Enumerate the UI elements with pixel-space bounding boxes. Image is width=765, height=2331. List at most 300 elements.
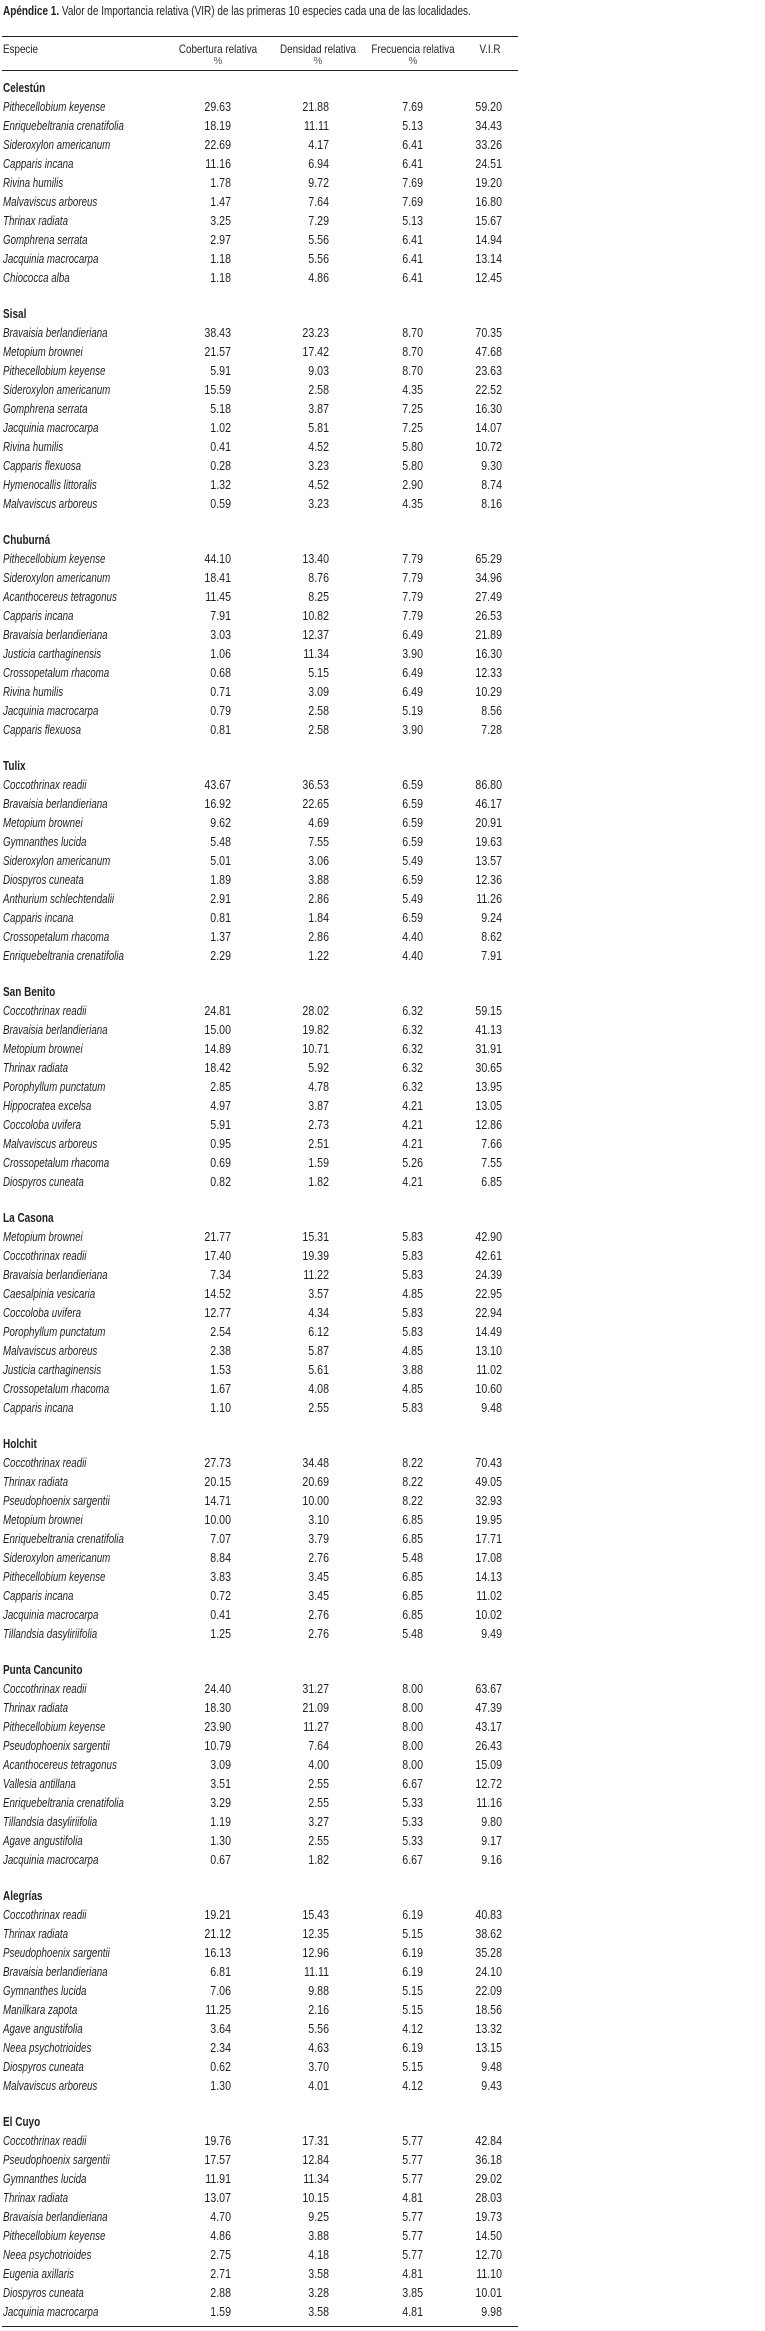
- densidad-value: 3.45: [308, 1570, 329, 1584]
- densidad-value: 3.57: [308, 1287, 329, 1301]
- vir-value: 12.86: [475, 1118, 502, 1132]
- vir-value: 12.33: [475, 666, 502, 680]
- table-row: [2, 1454, 518, 1473]
- densidad-value: 15.31: [302, 1230, 329, 1244]
- densidad-value: 3.58: [308, 2305, 329, 2319]
- frecuencia-value: 7.79: [402, 571, 423, 585]
- cobertura-value: 2.38: [210, 1344, 231, 1358]
- frecuencia-value: 3.88: [402, 1363, 423, 1377]
- cobertura-value: 19.76: [204, 2134, 231, 2148]
- cobertura-value: 12.77: [204, 1306, 231, 1320]
- frecuencia-value: 7.69: [402, 195, 423, 209]
- vir-value: 22.95: [475, 1287, 502, 1301]
- densidad-value: 3.09: [308, 685, 329, 699]
- vir-value: 19.63: [475, 835, 502, 849]
- species-name: Coccoloba uvifera: [3, 1118, 82, 1132]
- frecuencia-value: 5.80: [402, 440, 423, 454]
- species-name: Diospyros cuneata: [3, 873, 84, 887]
- species-name: Enriquebeltrania crenatifolia: [3, 1532, 124, 1546]
- species-name: Pseudophoenix sargentii: [3, 1494, 110, 1508]
- cobertura-value: 0.59: [210, 497, 231, 511]
- densidad-value: 4.63: [308, 2041, 329, 2055]
- frecuencia-value: 4.35: [402, 383, 423, 397]
- header-frecuencia: [360, 42, 466, 67]
- densidad-value: 10.82: [302, 609, 329, 623]
- table-row: [2, 1587, 518, 1606]
- vir-value: 11.16: [476, 1796, 502, 1810]
- cobertura-value: 3.03: [210, 628, 231, 642]
- species-name: Sideroxylon americanum: [3, 138, 111, 152]
- species-name: Thrinax radiata: [3, 2191, 69, 2205]
- species-name: Coccothrinax readii: [3, 1004, 87, 1018]
- locality-section: [2, 1887, 518, 2096]
- table-row: [2, 2020, 518, 2039]
- table-row: [2, 193, 518, 212]
- table-row: [2, 1154, 518, 1173]
- vir-value: 29.02: [475, 2172, 502, 2186]
- frecuencia-value: 4.81: [402, 2267, 423, 2281]
- locality-heading-row: [2, 531, 518, 550]
- densidad-value: 3.88: [308, 873, 329, 887]
- densidad-value: 3.79: [308, 1532, 329, 1546]
- cobertura-value: 1.89: [210, 873, 231, 887]
- frecuencia-value: 7.79: [402, 590, 423, 604]
- table-row: [2, 1718, 518, 1737]
- frecuencia-value: 4.21: [402, 1118, 423, 1132]
- vir-value: 19.73: [475, 2210, 502, 2224]
- vir-value: 9.48: [481, 1401, 502, 1415]
- frecuencia-value: 4.21: [402, 1175, 423, 1189]
- table-row: [2, 1832, 518, 1851]
- locality-name: La Casona: [3, 1211, 54, 1225]
- cobertura-value: 13.07: [204, 2191, 231, 2205]
- vir-value: 24.39: [475, 1268, 502, 1282]
- cobertura-value: 20.15: [204, 1475, 231, 1489]
- vir-value: 12.36: [475, 873, 502, 887]
- cobertura-value: 11.45: [205, 590, 231, 604]
- vir-value: 59.15: [475, 1004, 502, 1018]
- frecuencia-value: 5.77: [402, 2229, 423, 2243]
- species-name: Pithecellobium keyense: [3, 1720, 106, 1734]
- locality-section: [2, 79, 518, 288]
- vir-value: 11.02: [476, 1589, 502, 1603]
- species-name: Enriquebeltrania crenatifolia: [3, 1796, 124, 1810]
- table-row: [2, 1116, 518, 1135]
- table-row: [2, 117, 518, 136]
- frecuencia-value: 5.26: [402, 1156, 423, 1170]
- cobertura-value: 1.18: [210, 271, 231, 285]
- vir-value: 8.56: [481, 704, 502, 718]
- cobertura-value: 14.71: [204, 1494, 231, 1508]
- header-cobertura: [168, 42, 268, 67]
- vir-value: 9.16: [481, 1853, 502, 1867]
- densidad-value: 2.58: [308, 723, 329, 737]
- cobertura-value: 14.89: [204, 1042, 231, 1056]
- frecuencia-value: 6.41: [402, 252, 423, 266]
- cobertura-value: 2.54: [210, 1325, 231, 1339]
- table-row: [2, 569, 518, 588]
- table-row: [2, 1625, 518, 1644]
- table-row: [2, 1756, 518, 1775]
- table-row: [2, 607, 518, 626]
- table-row: [2, 1078, 518, 1097]
- table-row: [2, 2284, 518, 2303]
- species-name: Sideroxylon americanum: [3, 383, 111, 397]
- table-row: [2, 1851, 518, 1870]
- frecuencia-value: 4.85: [402, 1382, 423, 1396]
- frecuencia-value: 6.59: [402, 797, 423, 811]
- locality-name: Punta Cancunito: [3, 1663, 83, 1677]
- cobertura-value: 38.43: [204, 326, 231, 340]
- table-row: [2, 871, 518, 890]
- densidad-value: 4.34: [308, 1306, 329, 1320]
- vir-value: 11.26: [476, 892, 502, 906]
- cobertura-value: 5.01: [210, 854, 231, 868]
- table-row: [2, 702, 518, 721]
- densidad-value: 19.82: [302, 1023, 329, 1037]
- vir-value: 63.67: [475, 1682, 502, 1696]
- locality-name: Chuburná: [3, 533, 51, 547]
- cobertura-value: 0.71: [210, 685, 231, 699]
- bottom-rule: [2, 2326, 518, 2327]
- vir-value: 12.72: [475, 1777, 502, 1791]
- table-row: [2, 1323, 518, 1342]
- densidad-value: 7.55: [308, 835, 329, 849]
- table-header: [2, 42, 518, 70]
- densidad-value: 12.84: [302, 2153, 329, 2167]
- densidad-value: 6.94: [308, 157, 329, 171]
- frecuencia-value: 8.00: [402, 1682, 423, 1696]
- vir-value: 10.01: [475, 2286, 502, 2300]
- frecuencia-value: 5.33: [402, 1815, 423, 1829]
- species-name: Capparis incana: [3, 911, 74, 925]
- cobertura-value: 11.25: [205, 2003, 231, 2017]
- locality-section: [2, 305, 518, 514]
- cobertura-value: 0.79: [210, 704, 231, 718]
- vir-value: 42.90: [475, 1230, 502, 1244]
- cobertura-value: 2.91: [210, 892, 231, 906]
- densidad-value: 10.00: [302, 1494, 329, 1508]
- cobertura-value: 1.25: [210, 1627, 231, 1641]
- densidad-value: 20.69: [302, 1475, 329, 1489]
- species-name: Diospyros cuneata: [3, 2286, 84, 2300]
- vir-value: 21.89: [475, 628, 502, 642]
- densidad-value: 2.73: [308, 1118, 329, 1132]
- vir-value: 10.29: [475, 685, 502, 699]
- vir-value: 8.16: [481, 497, 502, 511]
- species-name: Crossopetalum rhacoma: [3, 1382, 110, 1396]
- vir-value: 16.30: [475, 402, 502, 416]
- frecuencia-value: 8.70: [402, 345, 423, 359]
- vir-value: 14.07: [475, 421, 502, 435]
- species-name: Gymnanthes lucida: [3, 2172, 87, 2186]
- cobertura-value: 0.82: [210, 1175, 231, 1189]
- vir-value: 40.83: [475, 1908, 502, 1922]
- species-name: Agave angustifolia: [3, 1834, 83, 1848]
- densidad-value: 1.59: [308, 1156, 329, 1170]
- table-row: [2, 419, 518, 438]
- table-row: [2, 438, 518, 457]
- densidad-value: 2.55: [308, 1777, 329, 1791]
- frecuencia-value: 6.67: [402, 1777, 423, 1791]
- species-name: Rivina humilis: [3, 176, 64, 190]
- species-name: Malvaviscus arboreus: [3, 195, 98, 209]
- vir-value: 7.91: [481, 949, 502, 963]
- densidad-value: 2.58: [308, 383, 329, 397]
- densidad-value: 2.51: [308, 1137, 329, 1151]
- cobertura-value: 7.07: [210, 1532, 231, 1546]
- cobertura-value: 7.34: [210, 1268, 231, 1282]
- species-name: Capparis incana: [3, 157, 74, 171]
- table-row: [2, 1059, 518, 1078]
- frecuencia-value: 5.77: [402, 2248, 423, 2262]
- vir-value: 27.49: [475, 590, 502, 604]
- species-name: Bravaisia berlandieriana: [3, 1023, 108, 1037]
- densidad-value: 3.45: [308, 1589, 329, 1603]
- cobertura-value: 4.86: [210, 2229, 231, 2243]
- table-row: [2, 1002, 518, 1021]
- frecuencia-value: 6.41: [402, 138, 423, 152]
- table-row: [2, 155, 518, 174]
- cobertura-value: 1.10: [210, 1401, 231, 1415]
- species-name: Metopium brownei: [3, 345, 83, 359]
- species-name: Eugenia axillaris: [3, 2267, 75, 2281]
- vir-value: 10.02: [475, 1608, 502, 1622]
- vir-value: 15.67: [475, 214, 502, 228]
- frecuencia-value: 6.32: [402, 1023, 423, 1037]
- densidad-value: 4.86: [308, 271, 329, 285]
- header-densidad-label: Densidad relativa: [279, 42, 357, 56]
- densidad-value: 7.29: [308, 214, 329, 228]
- cobertura-value: 0.69: [210, 1156, 231, 1170]
- species-name: Gymnanthes lucida: [3, 1984, 87, 1998]
- vir-value: 41.13: [475, 1023, 502, 1037]
- vir-value: 14.50: [475, 2229, 502, 2243]
- vir-value: 9.49: [481, 1627, 502, 1641]
- vir-value: 19.20: [475, 176, 502, 190]
- densidad-value: 3.23: [308, 459, 329, 473]
- densidad-value: 2.76: [308, 1627, 329, 1641]
- frecuencia-value: 5.49: [402, 892, 423, 906]
- species-name: Jacquinia macrocarpa: [3, 704, 99, 718]
- frecuencia-value: 5.83: [402, 1325, 423, 1339]
- table-row: [2, 400, 518, 419]
- species-name: Diospyros cuneata: [3, 2060, 84, 2074]
- cobertura-value: 21.77: [204, 1230, 231, 1244]
- cobertura-value: 19.21: [204, 1908, 231, 1922]
- species-name: Thrinax radiata: [3, 214, 69, 228]
- locality-heading-row: [2, 757, 518, 776]
- densidad-value: 5.87: [308, 1344, 329, 1358]
- locality-heading-row: [2, 1435, 518, 1454]
- vir-value: 18.56: [475, 2003, 502, 2017]
- species-name: Jacquinia macrocarpa: [3, 1853, 99, 1867]
- frecuencia-value: 6.59: [402, 835, 423, 849]
- locality-section: [2, 757, 518, 966]
- frecuencia-value: 7.79: [402, 609, 423, 623]
- table-row: [2, 626, 518, 645]
- vir-value: 70.35: [475, 326, 502, 340]
- table-row: [2, 1266, 518, 1285]
- locality-section: [2, 1209, 518, 1418]
- table-row: [2, 1775, 518, 1794]
- vir-value: 9.80: [481, 1815, 502, 1829]
- vir-value: 13.14: [475, 252, 502, 266]
- cobertura-value: 23.90: [204, 1720, 231, 1734]
- frecuencia-value: 4.40: [402, 930, 423, 944]
- cobertura-value: 5.91: [210, 364, 231, 378]
- table-row: [2, 212, 518, 231]
- cobertura-value: 21.57: [204, 345, 231, 359]
- table-row: [2, 343, 518, 362]
- table-row: [2, 1380, 518, 1399]
- species-name: Malvaviscus arboreus: [3, 497, 98, 511]
- densidad-value: 10.15: [302, 2191, 329, 2205]
- frecuencia-value: 6.85: [402, 1532, 423, 1546]
- densidad-value: 3.06: [308, 854, 329, 868]
- densidad-value: 12.37: [302, 628, 329, 642]
- table-row: [2, 833, 518, 852]
- table-row: [2, 2001, 518, 2020]
- cobertura-value: 5.18: [210, 402, 231, 416]
- table-row: [2, 1399, 518, 1418]
- table-row: [2, 814, 518, 833]
- cobertura-value: 16.92: [204, 797, 231, 811]
- cobertura-value: 2.85: [210, 1080, 231, 1094]
- densidad-value: 1.84: [308, 911, 329, 925]
- table-row: [2, 2039, 518, 2058]
- vir-value: 13.15: [475, 2041, 502, 2055]
- locality-section: [2, 1661, 518, 1870]
- cobertura-value: 5.48: [210, 835, 231, 849]
- cobertura-value: 1.32: [210, 478, 231, 492]
- table-row: [2, 1135, 518, 1154]
- cobertura-value: 8.84: [210, 1551, 231, 1565]
- frecuencia-value: 6.32: [402, 1080, 423, 1094]
- species-name: Coccothrinax readii: [3, 1682, 87, 1696]
- header-vir: [470, 42, 510, 56]
- species-name: Tillandsia dasyliriifolia: [3, 1815, 98, 1829]
- frecuencia-value: 5.15: [402, 2003, 423, 2017]
- frecuencia-value: 5.77: [402, 2172, 423, 2186]
- frecuencia-value: 8.70: [402, 326, 423, 340]
- species-name: Jacquinia macrocarpa: [3, 252, 99, 266]
- vir-value: 20.91: [475, 816, 502, 830]
- frecuencia-value: 7.69: [402, 100, 423, 114]
- cobertura-value: 0.67: [210, 1853, 231, 1867]
- densidad-value: 3.88: [308, 2229, 329, 2243]
- vir-value: 17.08: [475, 1551, 502, 1565]
- cobertura-value: 15.00: [204, 1023, 231, 1037]
- frecuencia-value: 6.32: [402, 1004, 423, 1018]
- header-species: [3, 42, 46, 56]
- cobertura-value: 3.09: [210, 1758, 231, 1772]
- frecuencia-value: 8.22: [402, 1456, 423, 1470]
- species-name: Bravaisia berlandieriana: [3, 2210, 108, 2224]
- locality-name: Alegrías: [3, 1889, 43, 1903]
- header-rule: [2, 70, 518, 71]
- frecuencia-value: 6.85: [402, 1608, 423, 1622]
- vir-value: 31.91: [475, 1042, 502, 1056]
- frecuencia-value: 7.25: [402, 421, 423, 435]
- species-name: Coccothrinax readii: [3, 2134, 87, 2148]
- species-name: Gymnanthes lucida: [3, 835, 87, 849]
- frecuencia-value: 6.19: [402, 2041, 423, 2055]
- densidad-value: 34.48: [302, 1456, 329, 1470]
- table-row: [2, 1473, 518, 1492]
- frecuencia-value: 6.32: [402, 1061, 423, 1075]
- densidad-value: 5.92: [308, 1061, 329, 1075]
- vir-value: 38.62: [475, 1927, 502, 1941]
- vir-value: 7.28: [481, 723, 502, 737]
- species-name: Pithecellobium keyense: [3, 2229, 106, 2243]
- densidad-value: 5.56: [308, 233, 329, 247]
- table-row: [2, 495, 518, 514]
- locality-section: [2, 983, 518, 1192]
- cobertura-value: 18.42: [204, 1061, 231, 1075]
- cobertura-value: 1.30: [210, 1834, 231, 1848]
- vir-value: 49.05: [475, 1475, 502, 1489]
- table-row: [2, 2227, 518, 2246]
- cobertura-value: 2.71: [210, 2267, 231, 2281]
- table-row: [2, 136, 518, 155]
- vir-value: 14.49: [475, 1325, 502, 1339]
- cobertura-value: 10.00: [204, 1513, 231, 1527]
- species-name: Coccothrinax readii: [3, 1456, 87, 1470]
- frecuencia-value: 8.00: [402, 1739, 423, 1753]
- frecuencia-value: 6.41: [402, 157, 423, 171]
- cobertura-value: 1.67: [210, 1382, 231, 1396]
- cobertura-value: 16.13: [204, 1946, 231, 1960]
- frecuencia-value: 7.69: [402, 176, 423, 190]
- locality-section: [2, 1435, 518, 1644]
- table-row: [2, 1040, 518, 1059]
- table-row: [2, 721, 518, 740]
- species-name: Metopium brownei: [3, 816, 83, 830]
- table-row: [2, 2189, 518, 2208]
- densidad-value: 3.58: [308, 2267, 329, 2281]
- cobertura-value: 2.29: [210, 949, 231, 963]
- table-row: [2, 2246, 518, 2265]
- cobertura-value: 3.25: [210, 214, 231, 228]
- locality-heading-row: [2, 1209, 518, 1228]
- cobertura-value: 27.73: [204, 1456, 231, 1470]
- frecuencia-value: 6.49: [402, 628, 423, 642]
- table-row: [2, 550, 518, 569]
- species-name: Thrinax radiata: [3, 1061, 69, 1075]
- table-row: [2, 362, 518, 381]
- frecuencia-value: 6.19: [402, 1946, 423, 1960]
- frecuencia-value: 4.81: [402, 2191, 423, 2205]
- table-row: [2, 1982, 518, 2001]
- densidad-value: 3.70: [308, 2060, 329, 2074]
- cobertura-value: 0.81: [210, 723, 231, 737]
- densidad-value: 28.02: [302, 1004, 329, 1018]
- table-row: [2, 174, 518, 193]
- cobertura-value: 17.57: [204, 2153, 231, 2167]
- cobertura-value: 0.41: [210, 440, 231, 454]
- frecuencia-value: 5.83: [402, 1306, 423, 1320]
- vir-value: 13.95: [475, 1080, 502, 1094]
- frecuencia-value: 5.15: [402, 1984, 423, 1998]
- densidad-value: 31.27: [302, 1682, 329, 1696]
- frecuencia-value: 6.59: [402, 873, 423, 887]
- densidad-value: 2.16: [308, 2003, 329, 2017]
- cobertura-value: 0.41: [210, 1608, 231, 1622]
- frecuencia-value: 6.49: [402, 685, 423, 699]
- table-row: [2, 2132, 518, 2151]
- densidad-value: 5.15: [308, 666, 329, 680]
